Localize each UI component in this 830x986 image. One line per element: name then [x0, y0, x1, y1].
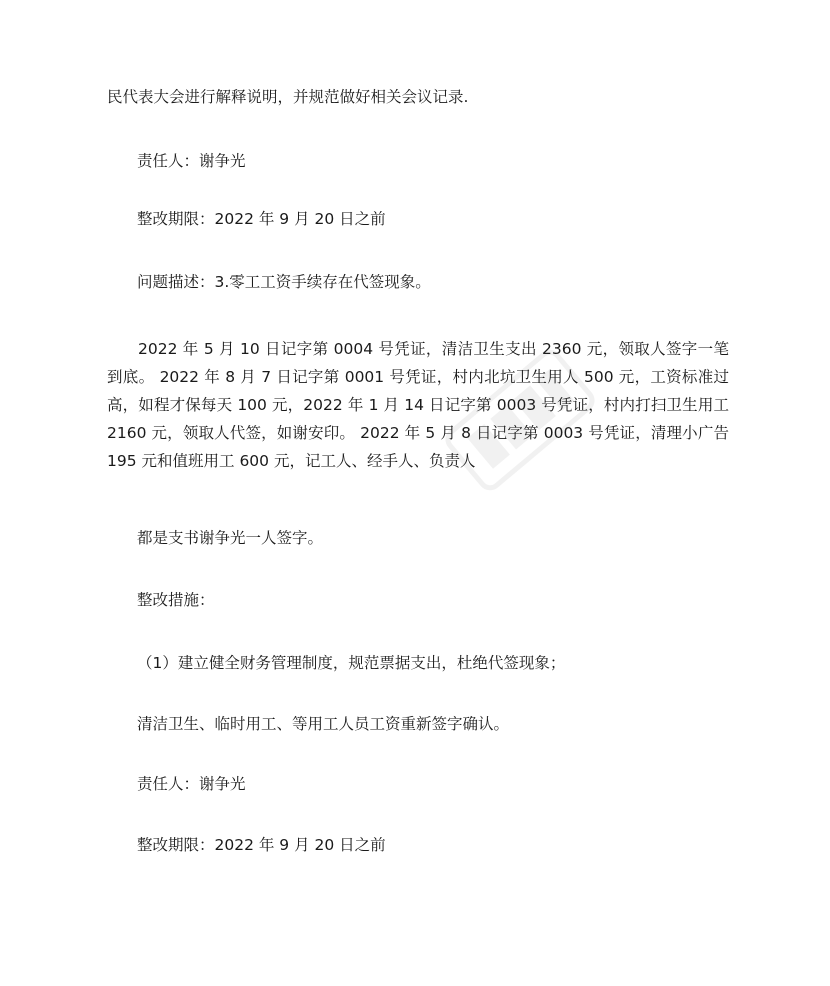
problem-description: 问题描述：3.零工工资手续存在代签现象。: [137, 273, 431, 291]
responsible-person-1: 责任人：谢争光: [137, 152, 246, 170]
deadline-2: 整改期限：2022 年 9 月 20 日之前: [137, 836, 386, 854]
detail-paragraph: 2022 年 5 月 10 日记字第 0004 号凭证，清洁卫生支出 2360 元，领取人签字一笔到底。 2022 年 8 月 7 日记字第 0001 号凭证，村内北坑卫生用人 500 元，工资标准过高，如程才保每天 100 元，2022 年 1 月 14 日记字第 0003 号凭证，村内打扫卫生用工 2160 元，领取人代签，如谢安印。 2022 年 5 月 8 日记字第 0003 号凭证，清理小广告 195 元和值班用工 600 元，记工人、经手人、负责人: [107, 340, 729, 470]
responsible-person-2: 责任人：谢争光: [137, 775, 246, 793]
measure-item-1: （1）建立健全财务管理制度，规范票据支出，杜绝代签现象；: [137, 654, 566, 672]
text-line-continuation: 民代表大会进行解释说明，并规范做好相关会议记录.: [107, 88, 469, 106]
measure-item-2: 清洁卫生、临时用工、等用工人员工资重新签字确认。: [137, 715, 510, 733]
signature-note: 都是支书谢争光一人签字。: [137, 529, 324, 547]
measures-heading: 整改措施：: [137, 591, 215, 609]
deadline-1: 整改期限：2022 年 9 月 20 日之前: [137, 210, 386, 228]
